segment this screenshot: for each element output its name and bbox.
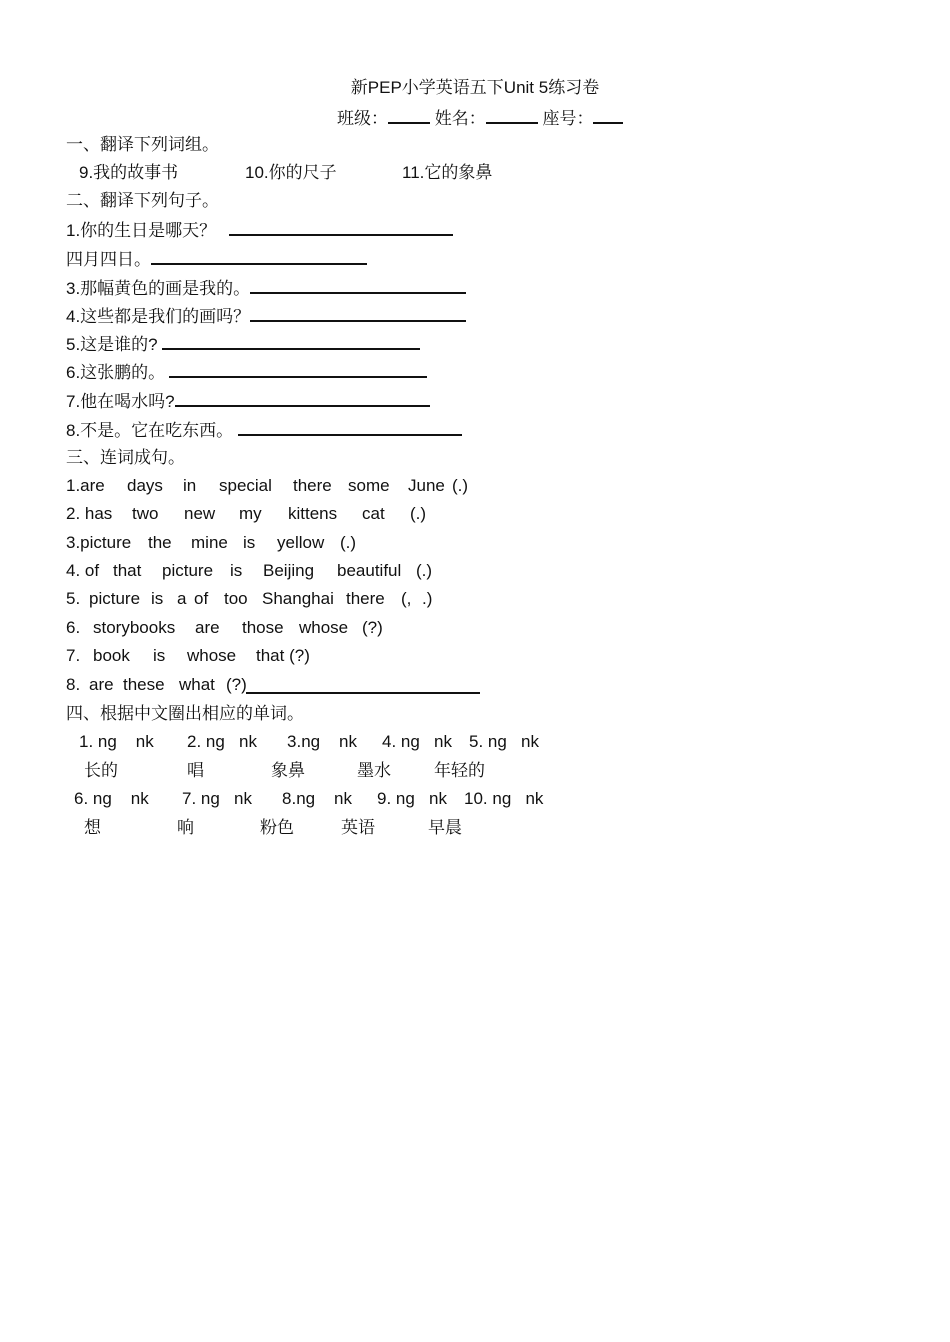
item-number: 5. — [469, 732, 484, 751]
option-ng[interactable]: ng — [400, 732, 420, 751]
page-title: 新PEP小学英语五下Unit 5练习卷 — [350, 78, 600, 97]
word: two — [132, 504, 159, 523]
sentence-text: 四月四日。 — [66, 250, 151, 269]
phrase-item-10: 10.你的尺子 — [245, 163, 337, 182]
word: 2. has — [66, 504, 113, 523]
sentence-text: 4.这些都是我们的画吗？ — [66, 307, 251, 326]
name-label: 姓名： — [434, 109, 486, 128]
word: of — [194, 589, 209, 608]
choice-pair — [187, 731, 257, 753]
option-nk[interactable]: nk — [130, 789, 149, 808]
scramble-row-3 — [0, 532, 950, 554]
word: 8. — [66, 675, 81, 694]
word: picture — [162, 561, 214, 580]
sentence-item — [66, 389, 430, 413]
item-number: 9. — [377, 789, 392, 808]
sentence-item — [66, 332, 420, 356]
word: there — [346, 589, 385, 608]
item-number: 10. — [464, 789, 488, 808]
choice-pair — [464, 788, 543, 810]
phrase-item-9: 9.我的故事书 — [79, 163, 179, 182]
word: storybooks — [93, 618, 176, 637]
option-nk[interactable]: nk — [234, 789, 252, 808]
word: Shanghai — [262, 589, 334, 608]
word: (.) — [452, 476, 469, 495]
choice-pair — [287, 731, 357, 753]
word: is — [153, 646, 166, 665]
scramble-row-4 — [0, 560, 950, 582]
word: that (?) — [256, 646, 310, 665]
item-number: 8. — [282, 789, 297, 808]
scramble-row-5 — [0, 588, 950, 610]
answer-blank[interactable] — [250, 276, 466, 294]
word: what — [179, 675, 215, 694]
word: (?) — [226, 675, 247, 694]
word: whose — [299, 618, 349, 637]
scramble-row-1 — [0, 475, 950, 497]
scramble-row-2 — [0, 503, 950, 525]
word: these — [123, 675, 165, 694]
word: too — [224, 589, 248, 608]
choice-pair — [382, 731, 452, 753]
option-nk[interactable]: nk — [334, 789, 352, 808]
sentence-item — [66, 276, 466, 300]
word: kittens — [288, 504, 338, 523]
section3-heading: 三、连词成句。 — [66, 448, 185, 467]
option-ng[interactable]: ng — [92, 789, 112, 808]
scramble-row-6 — [0, 617, 950, 639]
section4-heading: 四、根据中文圈出相应的单词。 — [66, 704, 304, 723]
meaning: 唱 — [187, 761, 204, 780]
answer-blank[interactable] — [162, 332, 420, 350]
word: book — [93, 646, 130, 665]
scramble-row-8 — [0, 674, 950, 696]
option-nk[interactable]: nk — [525, 789, 544, 808]
option-ng[interactable]: ng — [487, 732, 507, 751]
scramble-row-7 — [0, 645, 950, 667]
choice-pair — [377, 788, 447, 810]
word: there — [293, 476, 332, 495]
sentence-text: 1.你的生日是哪天？ — [66, 221, 217, 240]
sentence-text: 7.他在喝水吗? — [66, 392, 175, 411]
sentence-item — [66, 247, 367, 271]
option-ng[interactable]: ng — [97, 732, 117, 751]
sentence-text: 3.那幅黄色的画是我的。 — [66, 279, 251, 298]
meaning-row-1 — [0, 760, 950, 782]
sentence-item — [66, 360, 427, 384]
sentence-item — [66, 304, 466, 328]
meaning: 早晨 — [428, 818, 462, 837]
item-number: 7. — [182, 789, 197, 808]
circle-row-1 — [0, 731, 950, 753]
meaning: 长的 — [84, 761, 118, 780]
option-nk[interactable]: nk — [339, 732, 357, 751]
sentence-item — [66, 418, 462, 442]
word: new — [184, 504, 216, 523]
word: (?) — [362, 618, 383, 637]
option-ng[interactable]: ng — [200, 789, 220, 808]
meaning: 想 — [84, 818, 101, 837]
student-info-row — [337, 106, 623, 130]
word: that — [113, 561, 142, 580]
word: 4. of — [66, 561, 100, 580]
word: picture — [89, 589, 141, 608]
option-nk[interactable]: nk — [434, 732, 452, 751]
meaning: 粉色 — [260, 818, 294, 837]
option-ng[interactable]: ng — [395, 789, 415, 808]
choice-pair — [469, 731, 539, 753]
sentence-text: 8.不是。它在吃东西。 — [66, 421, 234, 440]
class-blank[interactable] — [388, 106, 430, 124]
choice-pair — [182, 788, 252, 810]
meaning: 英语 — [341, 818, 375, 837]
section2-heading: 二、翻译下列句子。 — [66, 191, 219, 210]
meaning-row-2 — [0, 817, 950, 839]
answer-blank[interactable] — [250, 304, 466, 322]
phrase-item-11: 11.它的象鼻 — [402, 163, 493, 182]
word: is — [230, 561, 243, 580]
answer-blank[interactable] — [169, 360, 427, 378]
word: mine — [191, 533, 228, 552]
word: the — [148, 533, 172, 552]
word: (.) — [416, 561, 433, 580]
sentence-text: 5.这是谁的? — [66, 335, 158, 354]
word: are — [89, 675, 114, 694]
item-number: 1. — [79, 732, 94, 751]
choice-pair — [79, 731, 154, 753]
word: my — [239, 504, 262, 523]
word: Beijing — [263, 561, 315, 580]
option-nk[interactable]: nk — [135, 732, 154, 751]
word: whose — [187, 646, 237, 665]
option-nk[interactable]: nk — [521, 732, 539, 751]
word: .) — [422, 589, 433, 608]
word: 6. — [66, 618, 81, 637]
meaning: 响 — [177, 818, 194, 837]
item-number: 2. — [187, 732, 202, 751]
word: yellow — [277, 533, 325, 552]
meaning: 墨水 — [357, 761, 391, 780]
meaning: 年轻的 — [434, 761, 485, 780]
word: (.) — [340, 533, 357, 552]
option-nk[interactable]: nk — [239, 732, 257, 751]
answer-blank[interactable] — [238, 418, 462, 436]
word: beautiful — [337, 561, 402, 580]
word: (, — [401, 589, 412, 608]
choice-pair — [282, 788, 352, 810]
word: in — [183, 476, 197, 495]
item-number: 3. — [287, 732, 302, 751]
word: 5. — [66, 589, 81, 608]
word: some — [348, 476, 390, 495]
answer-blank[interactable] — [175, 389, 430, 407]
word: June — [408, 476, 445, 495]
choice-pair — [74, 788, 149, 810]
name-blank[interactable] — [486, 106, 538, 124]
word: 7. — [66, 646, 81, 665]
seat-blank[interactable] — [593, 106, 623, 124]
word: cat — [362, 504, 385, 523]
answer-blank[interactable] — [151, 247, 367, 265]
word: 1.are — [66, 476, 105, 495]
option-ng[interactable]: ng — [492, 789, 512, 808]
sentence-text: 6.这张鹏的。 — [66, 363, 166, 382]
answer-blank[interactable] — [229, 218, 453, 236]
option-ng[interactable]: ng — [301, 732, 321, 751]
option-ng[interactable]: ng — [296, 789, 316, 808]
option-nk[interactable]: nk — [429, 789, 447, 808]
meaning: 象鼻 — [271, 761, 305, 780]
word: (.) — [410, 504, 427, 523]
answer-blank[interactable] — [246, 676, 480, 694]
section1-heading: 一、翻译下列词组。 — [66, 135, 219, 154]
seat-label: 座号： — [542, 109, 594, 128]
word: 3.picture — [66, 533, 132, 552]
item-number: 4. — [382, 732, 397, 751]
word: is — [243, 533, 256, 552]
item-number: 6. — [74, 789, 89, 808]
word: is — [151, 589, 164, 608]
sentence-item — [66, 218, 453, 242]
word: are — [195, 618, 220, 637]
word: a — [177, 589, 187, 608]
class-label: 班级： — [337, 109, 388, 128]
option-ng[interactable]: ng — [205, 732, 225, 751]
word: those — [242, 618, 284, 637]
word: special — [219, 476, 272, 495]
circle-row-2 — [0, 788, 950, 810]
word: days — [127, 476, 163, 495]
